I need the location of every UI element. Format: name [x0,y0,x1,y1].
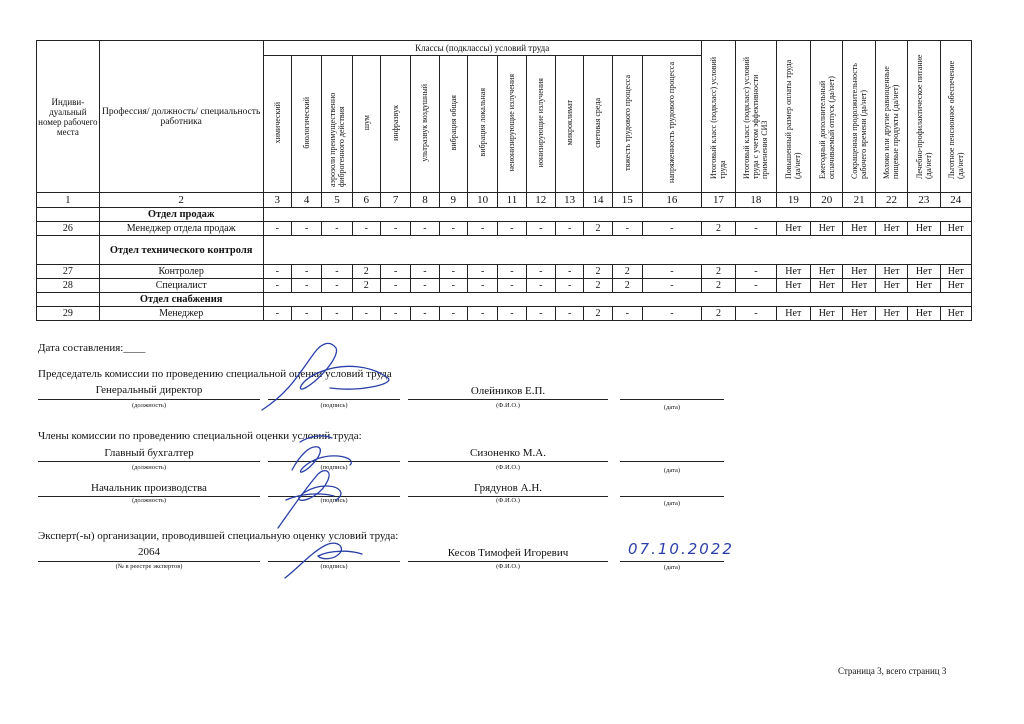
header-factor: ультразвук воздушный [411,56,439,193]
table-cell: Нет [843,222,875,236]
table-cell: Нет [940,222,971,236]
header-pay: Повышенный размер оплаты труда (да/нет) [776,41,810,193]
table-cell: Нет [843,265,875,279]
column-number: 15 [612,193,642,208]
table-cell: - [526,222,555,236]
column-number: 23 [908,193,940,208]
table-cell: - [380,279,410,293]
table-cell: - [498,307,526,321]
header-factor: аэрозоли преимущественно фиброгенного действия [322,56,352,193]
section-spacer [263,293,971,307]
header-factor: биологический [291,56,321,193]
section-spacer [263,236,971,265]
section-row [37,236,972,265]
table-cell: - [380,265,410,279]
section-spacer [37,236,100,265]
caption-date: (дата) [663,500,681,507]
header-final-class: Итоговый класс (подкласс) условий труда [701,41,735,193]
table-cell: Нет [776,265,810,279]
caption-fio: (Ф.И.О.) [496,464,520,471]
expert-label: Эксперт(-ы) организации, проводившей специальную оценку условий труда: [38,530,399,542]
member2-position: Начальник производства [91,482,207,494]
table-row [37,279,972,293]
profession-name: Менеджер [99,307,263,321]
section-spacer [263,208,971,222]
column-number: 16 [642,193,701,208]
table-cell: Нет [811,265,843,279]
header-workplace-id: Индиви-дуальный номер рабочего места [37,41,100,193]
header-profession: Профессия/ должность/ специальность работника [99,41,263,193]
header-factor: шум [352,56,380,193]
table-cell: Нет [908,279,940,293]
table-body [37,193,972,321]
column-number: 11 [498,193,526,208]
table-cell: Нет [811,222,843,236]
caption-signature: (подпись) [320,464,348,471]
table-cell: - [736,265,776,279]
table-cell: 2 [701,222,735,236]
table-cell: Нет [940,265,971,279]
section-row [37,293,972,307]
table-cell: - [642,279,701,293]
caption-signature: (подпись) [320,563,348,570]
table-cell: - [411,307,439,321]
caption-date: (дата) [663,467,681,474]
column-number: 6 [352,193,380,208]
table-cell: Нет [875,222,907,236]
header-pension: Льготное пенсионное обеспечение (да/нет) [940,41,971,193]
header-factor: вибрация общая [439,56,467,193]
table-cell: - [411,222,439,236]
chair-position: Генеральный директор [95,384,203,396]
table-cell: - [352,222,380,236]
table-cell: - [322,222,352,236]
members-label: Члены комиссии по проведению специальной оценки условий труда: [38,430,362,442]
table-cell: Нет [875,307,907,321]
table-cell: 2 [701,279,735,293]
column-numbers-row [37,193,972,208]
caption-position: (должность) [131,464,167,471]
table-cell: - [526,265,555,279]
chair-label: Председатель комиссии по проведению специальной оценки условий труда [38,368,392,380]
table-cell: - [555,265,583,279]
table-cell: - [467,265,497,279]
table-cell: Нет [908,265,940,279]
table-cell: - [439,307,467,321]
header-factor: ионизирующие излучения [526,56,555,193]
expert-date: 07.10.2022 [628,540,734,558]
table-cell: - [380,222,410,236]
table-cell: - [555,307,583,321]
table-cell: - [322,265,352,279]
column-number: 3 [263,193,291,208]
caption-position: (должность) [131,497,167,504]
profession-name: Контролер [99,265,263,279]
header-short-time: Сокращенная продолжительность рабочего времени (да/нет) [843,41,875,193]
table-cell: Нет [776,279,810,293]
caption-signature: (подпись) [320,402,348,409]
caption-signature: (подпись) [320,497,348,504]
section-title: Отдел технического контроля [99,236,263,265]
table-cell: - [498,222,526,236]
table-cell: - [411,279,439,293]
column-number: 10 [467,193,497,208]
table-row [37,265,972,279]
column-number: 13 [555,193,583,208]
table-row [37,307,972,321]
caption-date: (дата) [663,564,681,571]
table-cell: - [467,307,497,321]
page-number: Страница 3, всего страниц 3 [838,666,947,676]
table-cell: - [467,279,497,293]
table-cell: - [322,307,352,321]
table-cell: Нет [908,222,940,236]
workplace-id: 26 [37,222,100,236]
table-cell: - [736,222,776,236]
date-compiled-label: Дата составления:____ [38,342,146,354]
table-cell: - [736,307,776,321]
column-number: 22 [875,193,907,208]
table-cell: - [439,279,467,293]
table-cell: - [498,279,526,293]
table-cell: Нет [908,307,940,321]
header-factor: микроклимат [555,56,583,193]
table-cell: Нет [776,307,810,321]
workplace-id: 27 [37,265,100,279]
column-number: 18 [736,193,776,208]
table-row [37,222,972,236]
expert-name: Кесов Тимофей Игоревич [447,547,569,559]
table-cell: - [263,222,291,236]
caption-fio: (Ф.И.О.) [496,497,520,504]
header-factor: химический [263,56,291,193]
table-cell: - [642,307,701,321]
table-cell: 2 [352,265,380,279]
chair-name: Олейников Е.П. [470,385,546,397]
column-number: 7 [380,193,410,208]
header-classes: Классы (подклассы) условий труда [263,41,701,56]
member1-name: Сизоненко М.А. [470,447,546,459]
header-factor: световая среда [584,56,612,193]
table-cell: - [555,222,583,236]
workplace-id: 28 [37,279,100,293]
column-number: 9 [439,193,467,208]
column-number: 4 [291,193,321,208]
table-cell: 2 [584,222,612,236]
profession-name: Менеджер отдела продаж [99,222,263,236]
column-number: 19 [776,193,810,208]
caption-fio: (Ф.И.О.) [496,402,520,409]
table-cell: - [526,307,555,321]
table-cell: - [526,279,555,293]
header-factor: тяжесть трудового процесса [612,56,642,193]
table-cell: - [555,279,583,293]
column-number: 17 [701,193,735,208]
table-cell: - [642,265,701,279]
header-nutrition: Лечебно-профилактическое питание (да/нет) [908,41,940,193]
table-cell: 2 [612,265,642,279]
table-cell: Нет [875,279,907,293]
column-number: 12 [526,193,555,208]
member2-name: Грядунов А.Н. [473,482,543,494]
caption-position: (должность) [131,402,167,409]
table-cell: 2 [701,307,735,321]
caption-fio: (Ф.И.О.) [496,563,520,570]
workplace-id: 29 [37,307,100,321]
table-cell: - [263,279,291,293]
section-row [37,208,972,222]
table-cell: Нет [940,307,971,321]
table-cell: 2 [584,307,612,321]
column-number: 1 [37,193,100,208]
table-cell: - [263,307,291,321]
table-cell: - [612,307,642,321]
header-factor: инфразвук [380,56,410,193]
table-cell: - [291,222,321,236]
caption-date: (дата) [663,404,681,411]
column-number: 2 [99,193,263,208]
table-cell: - [263,265,291,279]
table-cell: 2 [584,265,612,279]
section-spacer [37,208,100,222]
table-cell: - [612,222,642,236]
table-cell: - [642,222,701,236]
column-number: 21 [843,193,875,208]
header-factor: напряженность трудового процесса [642,56,701,193]
caption-registry: (№ в реестре экспертов) [115,563,183,570]
header-factor: вибрация локальная [467,56,497,193]
column-number: 24 [940,193,971,208]
table-cell: Нет [940,279,971,293]
table-cell: - [411,265,439,279]
expert-registry-number: 2064 [138,546,160,558]
sout-table [36,40,972,321]
section-spacer [37,293,100,307]
table-cell: Нет [811,307,843,321]
table-cell: - [380,307,410,321]
column-number: 8 [411,193,439,208]
header-final-class-siz: Итоговый класс (подкласс) условий труда с учетом эффективности применения СИЗ [736,41,776,193]
table-cell: - [291,279,321,293]
table-cell: Нет [843,279,875,293]
table-cell: - [291,265,321,279]
table-cell: 2 [584,279,612,293]
section-title: Отдел продаж [99,208,263,222]
table-cell: - [352,307,380,321]
table-cell: Нет [811,279,843,293]
column-number: 14 [584,193,612,208]
table-cell: - [439,265,467,279]
table-cell: - [439,222,467,236]
table-cell: Нет [776,222,810,236]
table-cell: - [467,222,497,236]
column-number: 20 [811,193,843,208]
table-cell: - [322,279,352,293]
section-title: Отдел снабжения [99,293,263,307]
member1-position: Главный бухгалтер [104,447,194,459]
table-cell: 2 [701,265,735,279]
table-cell: 2 [352,279,380,293]
table-cell: - [291,307,321,321]
header-factor: неионизирующие излучения [498,56,526,193]
table-cell: - [498,265,526,279]
table-cell: Нет [875,265,907,279]
table-cell: 2 [612,279,642,293]
header-leave: Ежегодный дополнительный оплачиваемый отпуск (да/нет) [811,41,843,193]
profession-name: Специалист [99,279,263,293]
header-milk: Молоко или другие равноценные пищевые продукты (да/нет) [875,41,907,193]
table-cell: - [736,279,776,293]
table-cell: Нет [843,307,875,321]
column-number: 5 [322,193,352,208]
